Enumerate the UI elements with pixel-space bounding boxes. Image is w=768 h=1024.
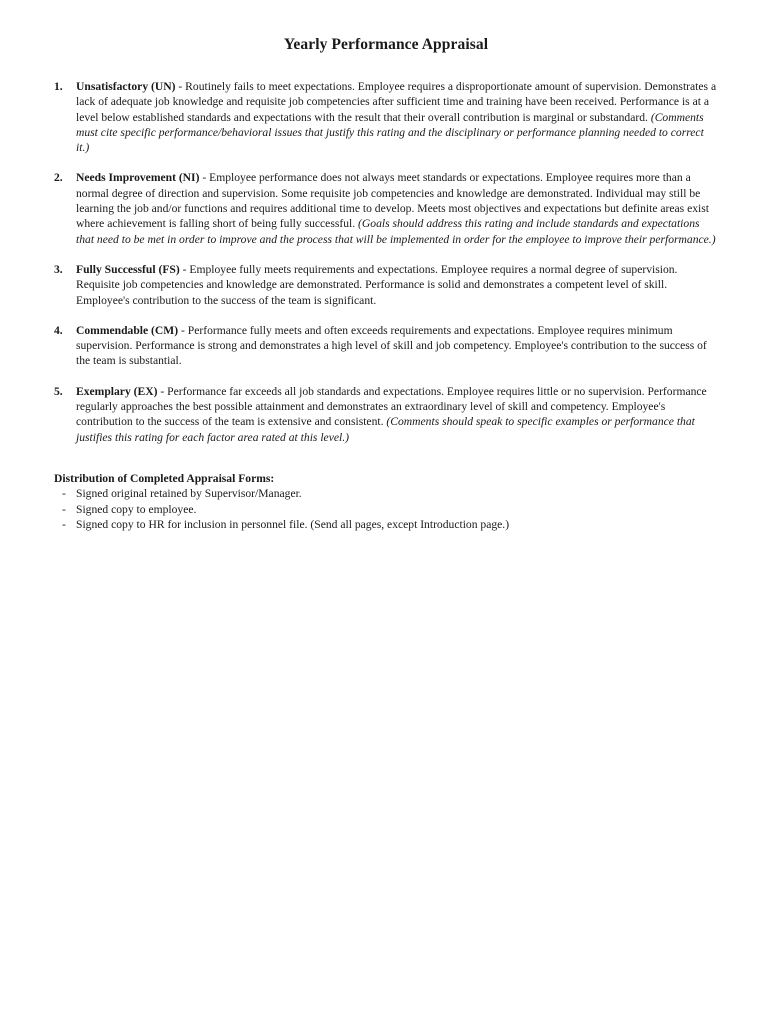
rating-separator: - bbox=[179, 262, 190, 276]
rating-separator: - bbox=[157, 384, 168, 398]
distribution-heading: Distribution of Completed Appraisal Forms: bbox=[54, 471, 275, 485]
dash-bullet: - bbox=[62, 517, 66, 531]
rating-item-exemplary bbox=[54, 384, 718, 445]
rating-item-unsatisfactory bbox=[54, 79, 718, 155]
rating-separator: - bbox=[199, 171, 210, 185]
rating-item-needs-improvement bbox=[54, 170, 718, 246]
rating-description: Routinely fails to meet expectations. Employee requires a disproportionate amount of supervision. Demonstrates a lack of adequate job knowledge and requisite job competencies after sufficient time and training have been received. Performance is at a level below established standards and expectations with the result that their overall contribution is marginal or substandard. bbox=[76, 80, 717, 124]
dash-bullet: - bbox=[62, 487, 66, 501]
page-title: Yearly Performance Appraisal bbox=[283, 36, 489, 53]
distribution-item bbox=[54, 502, 718, 517]
rating-number: 1. bbox=[54, 80, 63, 93]
distribution-item-text: Signed copy to employee. bbox=[76, 502, 197, 516]
rating-separator: - bbox=[178, 323, 188, 337]
rating-number: 5. bbox=[54, 384, 63, 398]
rating-item-fully-successful bbox=[54, 262, 718, 308]
rating-separator: - bbox=[175, 80, 186, 93]
distribution-list bbox=[54, 486, 718, 532]
rating-note: (Comments should speak to specific examples or performance that justifies this rating for each factor area rated at this level.) bbox=[76, 415, 695, 444]
rating-number: 2. bbox=[54, 171, 63, 185]
rating-description: Employee performance does not always meet standards or expectations. Employee requires more than a normal degree of direction and supervision. Some requisite job competencies and knowledge are demonstrated. Individual may still be learning the job and/or functions and requires additional time to develop. Meets most objectives and expectations but definite areas exist where achievement is falling short of being fully successful. bbox=[76, 171, 709, 231]
distribution-item bbox=[54, 517, 718, 532]
rating-item-commendable bbox=[54, 323, 718, 369]
rating-name: Commendable (CM) bbox=[76, 323, 179, 337]
rating-name: Fully Successful (FS) bbox=[76, 262, 180, 276]
distribution-item-text: Signed copy to HR for inclusion in personnel file. (Send all pages, except Introduction page.) bbox=[76, 517, 510, 531]
rating-note: (Goals should address this rating and include standards and expectations that need to be met in order to improve and the process that will be implemented in order for the employee to improve their performance.) bbox=[76, 217, 716, 246]
rating-number: 3. bbox=[54, 262, 63, 276]
rating-scale-list bbox=[54, 79, 718, 445]
dash-bullet: - bbox=[62, 502, 66, 516]
rating-name: Exemplary (EX) bbox=[76, 384, 158, 398]
distribution-item bbox=[54, 486, 718, 501]
rating-note: (Comments must cite specific performance/behavioral issues that justify this rating and the disciplinary or performance planning needed to correct it.) bbox=[76, 110, 704, 155]
rating-name: Needs Improvement (NI) bbox=[76, 171, 200, 185]
rating-description: Performance far exceeds all job standards and expectations. Employee requires little or no supervision. Performance regularly approaches the best possible attainment and demonstrates an extraordinary level of skill and competency. Employee's contribution to the success of the team is extensive and consistent. bbox=[76, 384, 707, 429]
distribution-item-text: Signed original retained by Supervisor/Manager. bbox=[76, 487, 302, 501]
rating-description: Employee fully meets requirements and expectations. Employee requires a normal degree of supervision. Requisite job competencies and knowledge are demonstrated. Performance is solid and demonstrates a competent level of skill. Employee's contribution to the success of the team is significant. bbox=[76, 262, 678, 307]
rating-number: 4. bbox=[54, 323, 63, 337]
rating-description: Performance fully meets and often exceeds requirements and expectations. Employee requires minimum supervision. Performance is strong and demonstrates a high level of skill and job competency. Employee's contribution to the success of the team is substantial. bbox=[76, 323, 707, 368]
rating-name: Unsatisfactory (UN) bbox=[76, 80, 176, 93]
